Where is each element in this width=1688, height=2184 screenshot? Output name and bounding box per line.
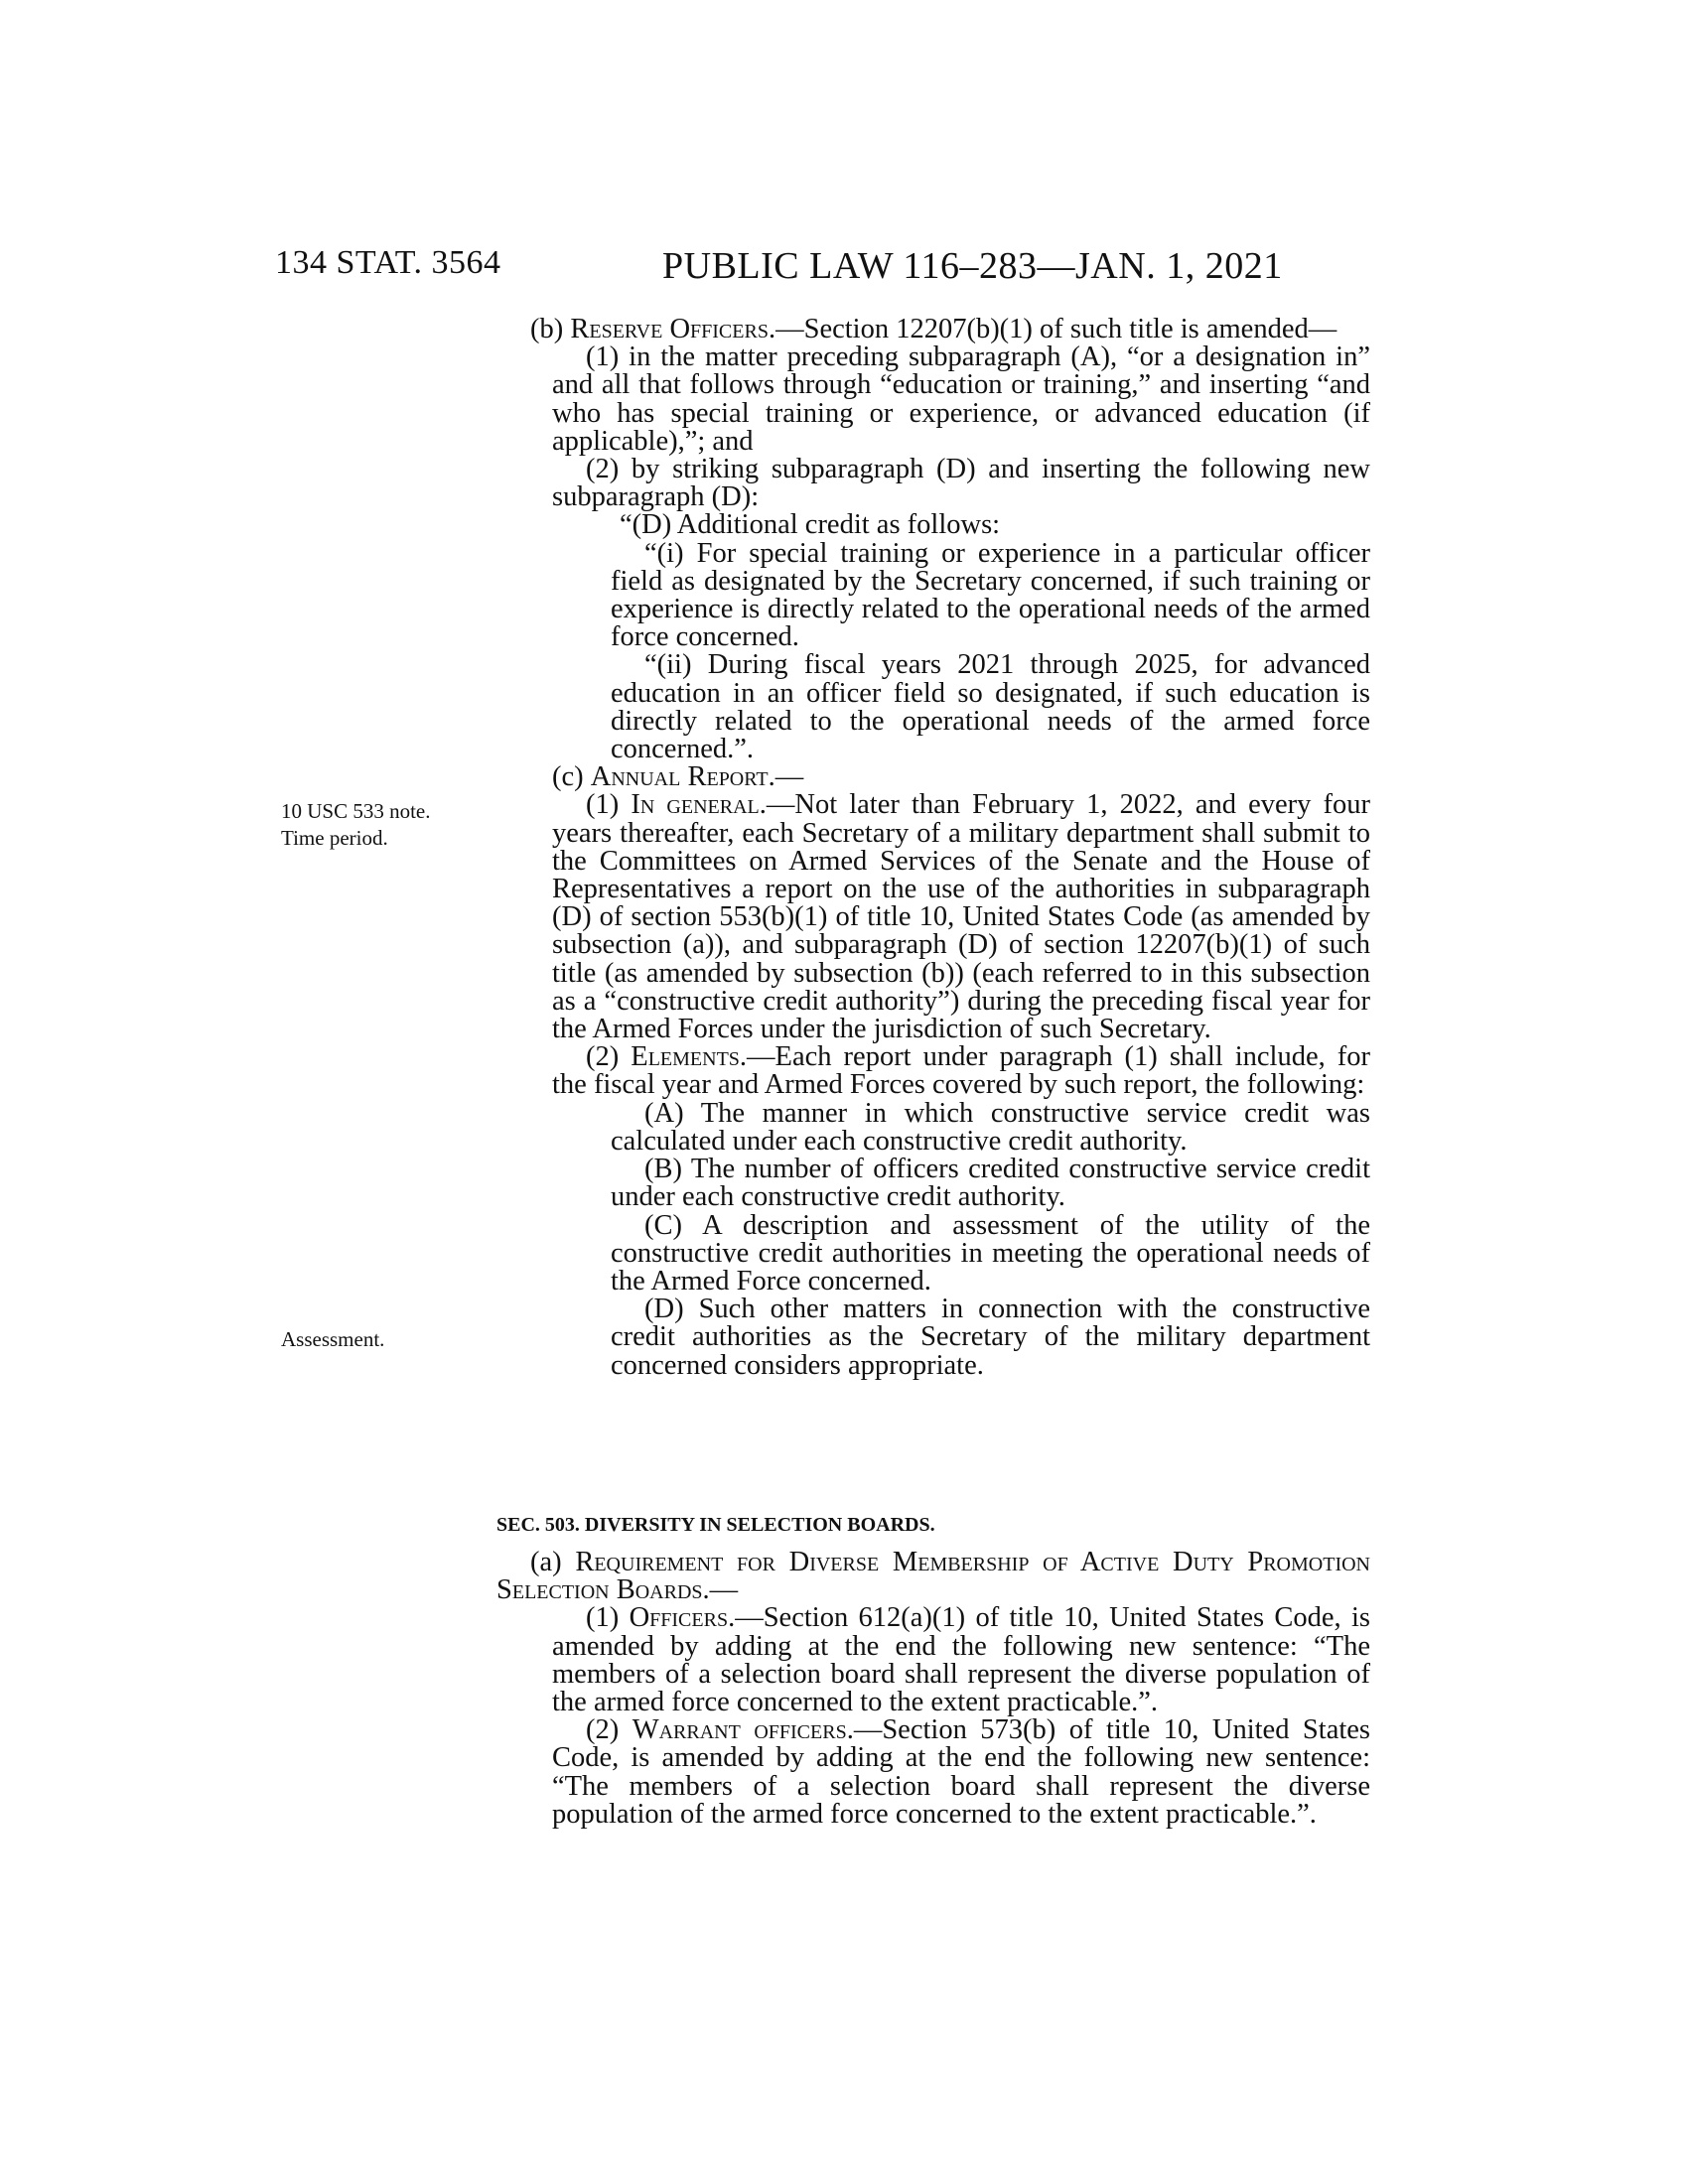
running-head: PUBLIC LAW 116–283—JAN. 1, 2021 <box>662 245 1283 287</box>
paragraph-b1: (1) in the matter preceding subparagraph (A), “or a designation in” and all that follows through “education or training,” and inserting “and who has special training or experience, or advanced education (if applicable),”; and <box>552 341 1370 457</box>
subsection-b-heading: Reserve Officers. <box>570 314 776 344</box>
paragraph-c2: (2) Elements.—Each report under paragraph (1) shall include, for the fiscal year and Armed Forces covered by such report, the following: <box>552 1041 1370 1101</box>
paragraph-503a1-heading: Officers. <box>629 1602 736 1634</box>
subparagraph-cC: (C) A description and assessment of the utility of the constructive credit authorities in meeting the operational needs of the Armed Force concerned. <box>611 1209 1370 1297</box>
paragraph-b2: (2) by striking subparagraph (D) and inserting the following new subparagraph (D): <box>552 454 1370 513</box>
margin-note-citation: 10 USC 533 note. <box>281 799 431 823</box>
margin-note-time-period: Time period. <box>281 826 388 850</box>
subsection-503a-heading: Requirement for Diverse Membership of Active Duty Promotion Selection Boards. <box>496 1547 1370 1606</box>
statute-page-number: 134 STAT. 3564 <box>275 244 501 281</box>
section-heading: SEC. 503. DIVERSITY IN SELECTION BOARDS. <box>496 1514 935 1536</box>
clause-bDii: “(ii) During fiscal years 2021 through 2025, for advanced education in an officer field so designated, if such education is directly related to the operational needs of the armed force concerned.”. <box>611 649 1370 765</box>
subparagraph-cA: (A) The manner in which constructive service credit was calculated under each constructive credit authority. <box>611 1097 1370 1157</box>
paragraph-c2-heading: Elements. <box>631 1041 748 1073</box>
paragraph-c1: (1) In general.—Not later than February 1, 2022, and every four years thereafter, each Secretary of a military department shall submit to the Committees on Armed Services of the Senate and the House of Representatives a report on the use of the authorities in subparagraph (D) of section 553(b)(1) of title 10, United States Code (as amended by subsection (a)), and subparagraph (D) of section 12207(b)(1) of such title (as amended by subsection (b)) (each referred to in this subsection as a “constructive credit authority”) during the preceding fiscal year for the Armed Forces under the jurisdiction of such Secretary. <box>552 789 1371 1045</box>
subparagraph-cB: (B) The number of officers credited constructive service credit under each constructive credit authority. <box>611 1154 1370 1213</box>
section-body <box>496 316 1370 1380</box>
paragraph-503a2: (2) Warrant officers.—Section 573(b) of title 10, United States Code, is amended by adding at the end the following new sentence: “The members of a selection board shall represent the diverse population of the armed force concerned to the extent practicable.”. <box>552 1714 1370 1830</box>
subsection-c-heading: Annual Report. <box>590 761 775 793</box>
subsection-503a: (a) Requirement for Diverse Membership of Active Duty Promotion Selection Boards.— <box>496 1547 1370 1606</box>
subparagraph-cD: (D) Such other matters in connection with the constructive credit authorities as the Secretary of the military department concerned considers appropriate. <box>611 1294 1370 1381</box>
page-header <box>275 244 1370 294</box>
subsection-b: (b) Reserve Officers.—Section 12207(b)(1) of such title is amended— <box>530 314 1337 344</box>
section-503-body <box>496 1549 1370 1829</box>
paragraph-503a1: (1) Officers.—Section 612(a)(1) of title 10, United States Code, is amended by adding at the end the following new sentence: “The members of a selection board shall represent the diverse population of the armed force concerned to the extent practicable.”. <box>552 1602 1370 1718</box>
subsection-c: (c) Annual Report.— <box>552 761 804 793</box>
paragraph-c1-heading: In general. <box>631 789 767 821</box>
margin-note-assessment: Assessment. <box>281 1327 385 1351</box>
paragraph-503a2-heading: Warrant officers. <box>632 1714 854 1746</box>
clause-bDi: “(i) For special training or experience in a particular officer field as designated by the Secretary concerned, if such training or experience is directly related to the operational needs of the armed force concerned. <box>611 537 1370 653</box>
subparagraph-bD: “(D) Additional credit as follows: <box>620 509 1001 541</box>
